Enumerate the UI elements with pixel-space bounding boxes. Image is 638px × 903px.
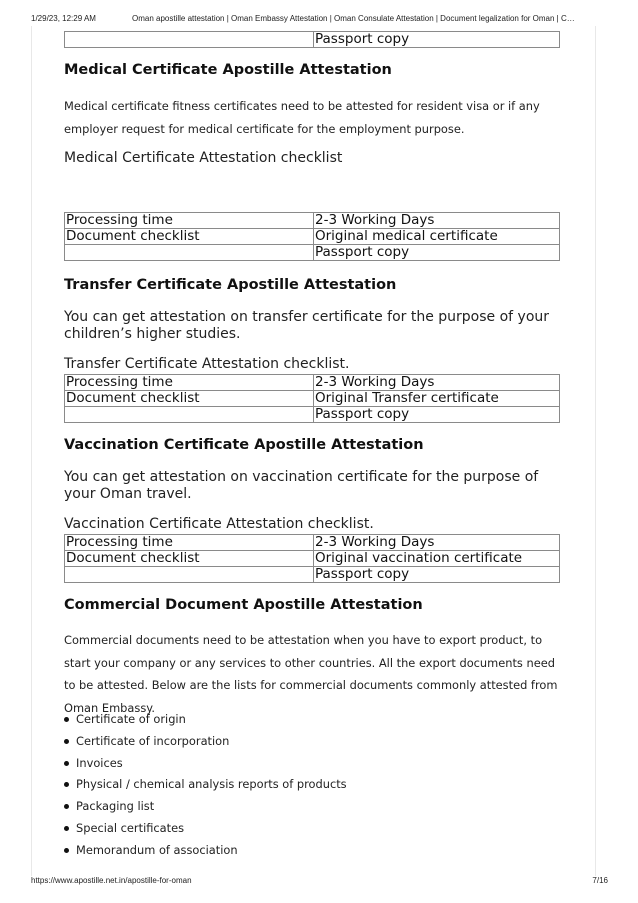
medical-checklist-title: Medical Certificate Attestation checklist <box>64 150 343 166</box>
table-cell: Processing time <box>65 535 314 551</box>
table-cell: Processing time <box>65 213 314 229</box>
list-item-label: Packaging list <box>76 799 155 814</box>
bullet-icon <box>64 826 69 831</box>
table-row <box>65 407 560 423</box>
table-row <box>65 213 560 229</box>
table-row <box>65 535 560 551</box>
table-cell <box>65 245 314 261</box>
table-cell: 2-3 Working Days <box>314 535 560 551</box>
commercial-documents-list <box>64 709 564 862</box>
bullet-icon <box>64 761 69 766</box>
bullet-icon <box>64 804 69 809</box>
medical-paragraph: Medical certificate fitness certificates need to be attested for resident visa or if any employer request for medical certificate for the employment purpose. <box>64 99 540 136</box>
list-item-label: Memorandum of association <box>76 842 238 857</box>
transfer-checklist-title: Transfer Certificate Attestation checklist. <box>64 356 350 372</box>
list-item-label: Invoices <box>76 755 123 770</box>
table-row <box>65 567 560 583</box>
transfer-checklist-table <box>64 374 560 423</box>
table-row <box>65 229 560 245</box>
table-cell: Document checklist <box>65 229 314 245</box>
medical-heading: Medical Certificate Apostille Attestation <box>64 62 392 78</box>
list-item <box>64 796 564 818</box>
bullet-icon <box>64 739 69 744</box>
print-url: https://www.apostille.net.in/apostille-for-oman <box>31 876 192 885</box>
commercial-paragraph: Commercial documents need to be attestation when you have to export product, to start your company or any services to other countries. All the export documents need to be attested. Below are the lists for commercial documents commonly attested from Oman Embassy. <box>64 633 558 715</box>
print-datetime: 1/29/23, 12:29 AM <box>31 14 96 23</box>
table-row <box>65 375 560 391</box>
list-item <box>64 818 564 840</box>
bullet-icon <box>64 848 69 853</box>
transfer-heading: Transfer Certificate Apostille Attestation <box>64 277 397 293</box>
print-page-title: Oman apostille attestation | Oman Embassy Attestation | Oman Consulate Attestation | Document legalization for Oman | C… <box>132 14 575 23</box>
page-border-left <box>31 26 32 876</box>
table-cell <box>65 32 314 48</box>
commercial-heading: Commercial Document Apostille Attestation <box>64 597 423 613</box>
table-row <box>65 391 560 407</box>
vaccination-heading: Vaccination Certificate Apostille Attestation <box>64 437 424 453</box>
vaccination-checklist-table <box>64 534 560 583</box>
table-cell: Document checklist <box>65 551 314 567</box>
medical-checklist-table <box>64 212 560 261</box>
list-item-label: Certificate of origin <box>76 712 186 726</box>
table-cell <box>65 407 314 423</box>
previous-checklist-table <box>64 31 560 48</box>
list-item-label: Certificate of incorporation <box>76 733 230 748</box>
table-cell: Original vaccination certificate <box>314 551 560 567</box>
list-item <box>64 731 564 753</box>
table-row <box>65 551 560 567</box>
table-cell: Processing time <box>65 375 314 391</box>
list-item <box>64 774 564 796</box>
table-cell: Passport copy <box>314 407 560 423</box>
table-cell: Passport copy <box>314 567 560 583</box>
list-item-label: Physical / chemical analysis reports of products <box>76 777 347 792</box>
table-cell <box>65 567 314 583</box>
table-cell: Original Transfer certificate <box>314 391 560 407</box>
vaccination-checklist-title: Vaccination Certificate Attestation checklist. <box>64 516 374 532</box>
bullet-icon <box>64 717 69 722</box>
table-cell: Document checklist <box>65 391 314 407</box>
vaccination-paragraph: You can get attestation on vaccination certificate for the purpose of your Oman travel. <box>64 469 539 502</box>
table-cell: 2-3 Working Days <box>314 213 560 229</box>
table-row <box>65 245 560 261</box>
print-page-number: 7/16 <box>592 876 608 885</box>
table-cell: Original medical certificate <box>314 229 560 245</box>
page-border-right <box>595 26 596 876</box>
table-cell: 2-3 Working Days <box>314 375 560 391</box>
list-item <box>64 709 564 731</box>
bullet-icon <box>64 782 69 787</box>
table-cell: Passport copy <box>314 32 560 48</box>
table-cell: Passport copy <box>314 245 560 261</box>
transfer-paragraph: You can get attestation on transfer certificate for the purpose of your children’s higher studies. <box>64 309 550 342</box>
table-row <box>65 32 560 48</box>
list-item <box>64 753 564 775</box>
list-item-label: Special certificates <box>76 820 185 835</box>
list-item <box>64 840 564 862</box>
